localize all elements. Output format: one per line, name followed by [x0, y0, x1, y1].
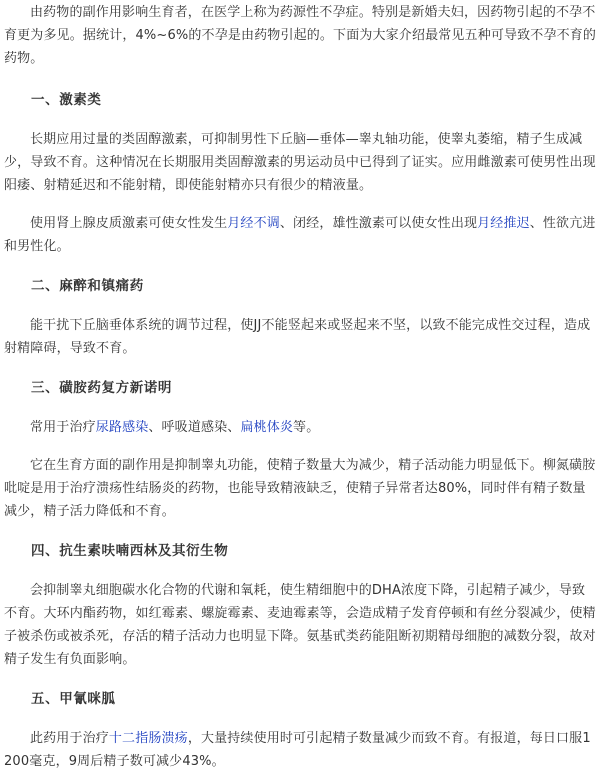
link-tonsillitis[interactable]: 扁桃体炎 — [240, 420, 294, 435]
section-sulfonamides-paragraph-1 — [4, 416, 598, 439]
paragraph-text: 使用肾上腺皮质激素可使女性发生 — [30, 216, 228, 231]
section-anesthetics-paragraph-1: 能干扰下丘脑垂体系统的调节过程，使JJ不能竖起来或竖起来不坚，以致不能完成性交过程，造成射精障碍，导致不育。 — [4, 318, 591, 356]
link-urinary-infection[interactable]: 尿路感染 — [95, 420, 149, 435]
paragraph-text: 、呼吸道感染、 — [148, 420, 241, 435]
link-irregular-menstruation[interactable]: 月经不调 — [227, 216, 280, 231]
paragraph-text: 、闭经，雄性激素可以使女性出现 — [279, 216, 478, 231]
section-heading-hormones: 一、激素类 — [31, 92, 102, 108]
link-delayed-menstruation[interactable]: 月经推迟 — [477, 216, 530, 231]
section-hormones-paragraph-1: 长期应用过量的类固醇激素，可抑制男性下丘脑—垂体—睾丸轴功能，使睾丸萎缩，精子生成减少，导致不育。这种情况在长期服用类固醇激素的男运动员中已得到了证实。应用雌激素可使男性出现阳痿、射精延迟和不能射精，即使能射精亦只有很少的精液量。 — [4, 132, 596, 193]
section-cimetidine-paragraph-1 — [4, 727, 598, 773]
section-hormones-paragraph-2 — [4, 212, 598, 258]
section-antibiotics-paragraph-1: 会抑制睾丸细胞碳水化合物的代谢和氧耗，使生精细胞中的DHA浓度下降，引起精子减少，导致不育。大环内酯药物，如红霉素、螺旋霉素、麦迪霉素等，会造成精子发育停顿和有丝分裂减少，使精子被杀伤或被杀死，存活的精子活动力也明显下降。氨基甙类药能阻断初期精母细胞的减数分裂，故对精子发生有负面影响。 — [4, 583, 596, 667]
article-body — [4, 0, 598, 773]
paragraph-text: 常用于治疗 — [30, 420, 96, 435]
section-sulfonamides-paragraph-2: 它在生育方面的副作用是抑制睾丸功能，使精子数量大为减少，精子活动能力明显低下。柳氮磺胺吡啶是用于治疗溃疡性结肠炎的药物，也能导致精液缺乏，使精子异常者达80%，同时伴有精子数量减少，精子活力降低和不育。 — [4, 458, 596, 519]
section-heading-sulfonamides: 三、磺胺药复方新诺明 — [31, 380, 172, 396]
paragraph-text: 等。 — [293, 420, 320, 435]
section-heading-anesthetics: 二、麻醉和镇痛药 — [31, 278, 144, 294]
intro-paragraph: 由药物的副作用影响生育者，在医学上称为药源性不孕症。特别是新婚夫妇，因药物引起的不孕不育更为多见。据统计，4%~6%的不孕是由药物引起的。下面为大家介绍最常见五种可导致不孕不育的药物。 — [4, 5, 597, 66]
paragraph-text: 此药用于治疗 — [30, 731, 109, 746]
paragraph-text: 、性欲亢进和男性化。 — [4, 216, 596, 254]
paragraph-text: ，大量持续使用时可引起精子数量减少而致不育。有报道，每日口服1200毫克，9周后精子数可减少43%。 — [4, 731, 591, 769]
section-heading-antibiotics: 四、抗生素呋喃西林及其衍生物 — [31, 543, 229, 559]
link-duodenal-ulcer[interactable]: 十二指肠溃疡 — [108, 731, 188, 746]
section-heading-cimetidine: 五、甲氰咪胍 — [31, 691, 116, 707]
